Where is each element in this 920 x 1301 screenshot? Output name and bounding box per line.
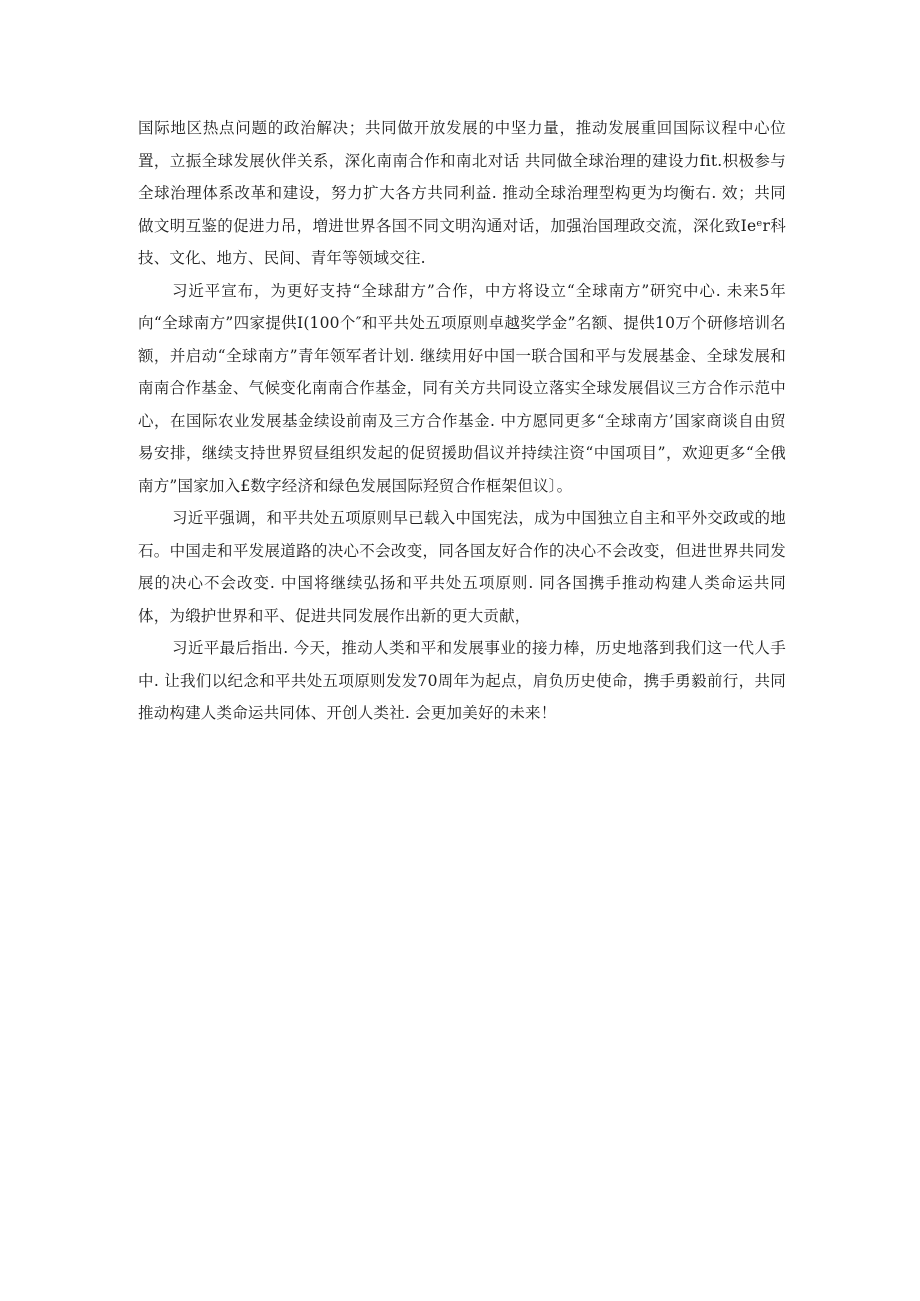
- paragraph-global-south-announcement: 习近平宣布，为更好支持“全球甜方”合作，中方将设立“全球南方”研究中心. 未来5年向“全球南方”四家提供I(100个″和平共处五项原则卓越奖学金”名额、提供10万个研修培训名额，并启动“全球南方”青年领军者计划. 继续用好中国一联合国和平与发展基金、全球发展和南南合作基金、气候变化南南合作基金，同有关方共同设立落实全球发展倡议三方合作示范中心，在国际农业发展基金续设前南及三方合作基金. 中方愿同更多“全球南方’国家商谈自由贸易安排，继续支持世界贸昼组织发起的促贸援助倡议并持续注资“中国项目”，欢迎更多“全俄南方”国家加入£数字经济和绿色发展国际羟贸合作框架但议〕。: [138, 281, 786, 495]
- paragraph-peaceful-coexistence: 习近平强调，和平共处五项原则早已载入中国宪法，成为中国独立自主和平外交政或的地石。中国走和平发展道路的决心不会改变，同各国友好合作的决心不会改变，但进世界共同发展的决心不会改变. 中国将继续弘扬和平共处五项原则. 同各国携手推动构建人类命运共同体，为缎护世界和平、促进共同发展作出新的更大贡献，: [138, 509, 786, 625]
- paragraph-continuation: 国际地区热点问题的政治解决；共同做开放发展的中坚力量，推动发展重回国际议程中心位置，立振全球发展伙伴关系，深化南南合作和南北对话 共同做全球治理的建设力fit.枳极参与全球治理体系改革和建设，努力扩大各方共同利益. 推动全球治理型构更为均衡右. 效；共同做文明互鉴的促进力吊，増进世界各国不同文明沟通对话，加强治国理政交流，深化致Ieᵉr科技、文化、地方、民间、青年等领域交往.: [138, 119, 786, 267]
- paragraph-closing-remarks: 习近平最后指出. 今天，推动人类和平和发展事业的接力棒，历史地落到我们这一代人手中. 让我们以纪念和平共处五项原则发发70周年为起点，肩负历史使命，携手勇毅前行，共同推动构建人类命运共同体、开创人类社. 会更加美好的未来！: [138, 639, 786, 722]
- article-body: [138, 112, 786, 730]
